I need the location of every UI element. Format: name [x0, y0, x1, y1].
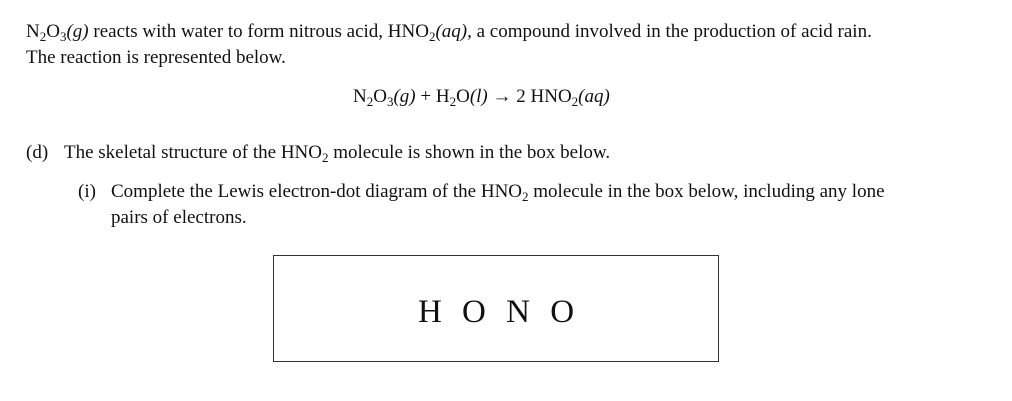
part-label: (i)	[78, 181, 96, 202]
reaction-arrow: →	[487, 86, 517, 107]
subscript: 2	[322, 150, 329, 165]
question-text: molecule in the box below, including any lone	[528, 181, 885, 202]
intro-line-2	[26, 46, 286, 70]
intro-text: reacts with water to form nitrous acid, HNO	[88, 21, 429, 42]
question-text: molecule is shown in the box below.	[328, 142, 611, 163]
intro-text-2: The reaction is represented below.	[26, 47, 286, 68]
question-text: pairs of electrons.	[111, 207, 247, 228]
eq-text: O	[456, 86, 470, 107]
state-label: (aq)	[578, 86, 610, 107]
text-o: O	[46, 21, 60, 42]
part-i-text	[111, 180, 885, 204]
subscript: 2	[449, 94, 457, 109]
part-label: (d)	[26, 142, 49, 163]
subscript: 3	[59, 29, 67, 44]
text-n: N	[26, 21, 40, 42]
part-i-prompt	[78, 180, 96, 204]
subscript: 2	[39, 29, 47, 44]
eq-text: H	[435, 86, 450, 107]
eq-text: O	[373, 86, 387, 107]
state-label: (l)	[469, 86, 488, 107]
skeletal-structure: H O N O	[417, 294, 575, 330]
subscript: 2	[428, 29, 436, 44]
part-d-prompt	[26, 141, 48, 165]
intro-text-rest: , a compound involved in the production of acid rain.	[467, 21, 872, 42]
state-label: (aq)	[435, 21, 468, 42]
part-i-text-line-2	[111, 206, 247, 230]
subscript: 3	[386, 94, 394, 109]
coefficient: 2	[516, 86, 531, 107]
plus-sign: +	[415, 86, 436, 107]
eq-text: HNO	[530, 86, 572, 107]
intro-line-1	[26, 20, 872, 44]
question-text: The skeletal structure of the HNO	[64, 142, 322, 163]
state-label: (g)	[66, 21, 89, 42]
part-d-text	[64, 141, 610, 165]
state-label: (g)	[393, 86, 416, 107]
eq-text: N	[353, 86, 367, 107]
subscript: 2	[366, 94, 374, 109]
lewis-diagram-box[interactable]	[273, 255, 719, 362]
subscript: 2	[522, 189, 529, 204]
reaction-equation	[353, 85, 610, 109]
subscript: 2	[571, 94, 579, 109]
question-text: Complete the Lewis electron-dot diagram of the HNO	[111, 181, 523, 202]
